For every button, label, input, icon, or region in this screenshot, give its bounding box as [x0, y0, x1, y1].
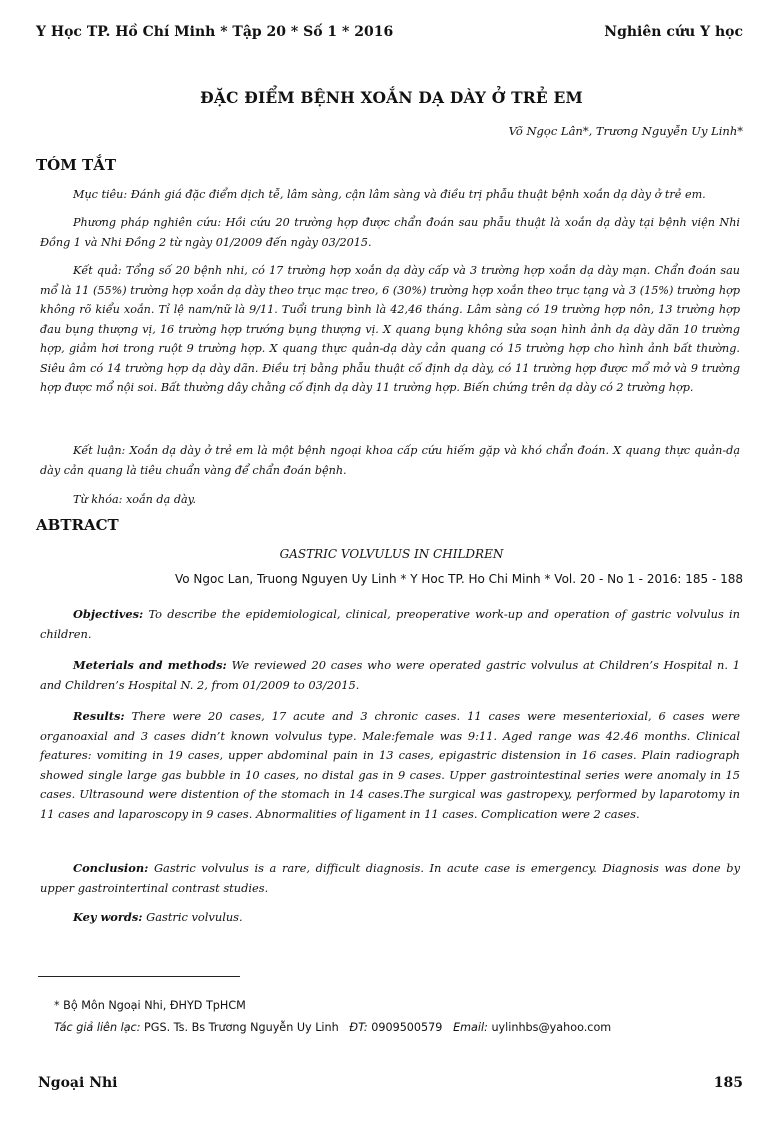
en-keywords-paragraph [40, 908, 740, 928]
contact-label: Tác giả liên lạc: [54, 1021, 141, 1034]
phone-label: ĐT: [349, 1021, 368, 1034]
vn-results-text: Tổng số 20 bệnh nhi, có 17 trường hợp xoắn dạ dày cấp và 3 trường hợp xoắn dạ dày mạn. Chẩn đoán sau mổ là 11 (55%) trường hợp xoắn dạ dày theo trục mạc treo, 6 (30%) trường hợp xoắn theo trục tạng và 3 (15%) trường hợp không rõ kiểu xoắn. Tỉ lệ nam/nữ là 9/11. Tuổi trung bình là 42,46 tháng. Lâm sàng có 19 trường hợp nôn, 13 trường hợp đau bụng thượng vị, 16 trường hợp trướng bụng thượng vị. X quang bụng không sửa soạn hình ảnh dạ dày dãn 10 trường hợp, giảm hơi trong ruột 9 trường hợp. X quang thực quản-dạ dày cản quang có 15 trường hợp cho hình ảnh bất thường. Siêu âm có 14 trường hợp dạ dày dãn. Điều trị bằng phẫu thuật cố định dạ dày, có 11 trường hợp được mổ mở và 9 trường hợp được mổ nội soi. Bất thường dây chằng cố định dạ dày 11 trường hợp. Biến chứng trên dạ dày có 2 trường hợp. [40, 264, 740, 394]
contact-email: uylinhbs@yahoo.com [491, 1021, 612, 1034]
en-citation: Vo Ngoc Lan, Truong Nguyen Uy Linh * Y Hoc TP. Ho Chi Minh * Vol. 20 - No 1 - 2016: 185 - 188 [175, 572, 743, 586]
en-objectives-label: Objectives: [73, 607, 144, 621]
vn-conclusion-text: Xoắn dạ dày ở trẻ em là một bệnh ngoại khoa cấp cứu hiếm gặp và khó chẩn đoán. X quang thực quản-dạ dày cản quang là tiêu chuẩn vàng để chẩn đoán bệnh. [40, 444, 740, 477]
vn-conclusion-label: Kết luận: [73, 444, 126, 457]
en-abstract-heading: ABTRACT [36, 516, 119, 534]
running-header [36, 24, 743, 46]
vn-objective-text: Đánh giá đặc điểm dịch tễ, lâm sàng, cận lâm sàng và điều trị phẫu thuật bệnh xoắn dạ dày ở trẻ em. [130, 188, 706, 201]
en-objectives-paragraph [40, 605, 740, 644]
vn-keywords-text: xoắn dạ dày. [125, 493, 197, 506]
en-methods-label: Meterials and methods: [73, 658, 227, 672]
contact-phone: 0909500579 [371, 1021, 443, 1034]
en-article-title: GASTRIC VOLVULUS IN CHILDREN [279, 547, 504, 561]
vn-methods-paragraph [40, 213, 740, 252]
vn-results-label: Kết quả: [73, 264, 122, 277]
article-title: ĐẶC ĐIỂM BỆNH XOẮN DẠ DÀY Ở TRẺ EM [200, 88, 583, 107]
vn-objective-paragraph [40, 185, 740, 205]
email-label: Email: [453, 1021, 488, 1034]
footer-section: Ngoại Nhi [38, 1075, 118, 1091]
en-keywords-label: Key words: [73, 910, 143, 924]
footnote-divider [38, 976, 240, 977]
vn-results-paragraph [40, 261, 740, 398]
en-methods-paragraph [40, 656, 740, 695]
en-methods-text: We reviewed 20 cases who were operated gastric volvulus at Children’s Hospital n. 1 and Children’s Hospital N. 2, from 01/2009 to 03/2015. [40, 658, 741, 692]
footnote-contact [54, 1021, 611, 1034]
en-conclusion-text: Gastric volvulus is a rare, difficult diagnosis. In acute case is emergency. Diagnosis was done by upper gastrointertinal contrast studies. [40, 861, 741, 895]
contact-name: PGS. Ts. Bs Trương Nguyễn Uy Linh [144, 1021, 339, 1034]
article-authors: Võ Ngọc Lân*, Trương Nguyễn Uy Linh* [508, 124, 743, 138]
en-results-label: Results: [73, 709, 125, 723]
en-results-text: There were 20 cases, 17 acute and 3 chronic cases. 11 cases were mesenterioxial, 6 cases were organoaxial and 3 cases didn’t known volvulus type. Male:female was 9:11. Aged range was 42.46 months. Clinical features: vomiting in 19 cases, upper abdominal pain in 13 cases, epigastric distension in 16 cases. Plain radiograph showed single large gas bubble in 10 cases, no distal gas in 9 cases. Upper gastrointestinal series were anomaly in 15 cases. Ultrasound were distention of the stomach in 14 cases.The surgical was gastropexy, performed by laparotomy in 11 cases and laparoscopy in 9 cases. Abnormalities of ligament in 11 cases. Complication were 2 cases. [40, 709, 740, 821]
vn-abstract-heading: TÓM TẮT [36, 156, 117, 174]
journal-section: Nghiên cứu Y học [604, 24, 743, 40]
vn-methods-label: Phương pháp nghiên cứu: [73, 216, 222, 229]
vn-methods-text: Hồi cứu 20 trường hợp được chẩn đoán sau phẫu thuật là xoắn dạ dày tại bệnh viện Nhi Đồng 1 và Nhi Đồng 2 từ ngày 01/2009 đến ngày 03/2015. [40, 216, 740, 249]
journal-name: Y Học TP. Hồ Chí Minh * Tập 20 * Số 1 * 2016 [36, 24, 394, 40]
vn-conclusion-paragraph [40, 441, 740, 480]
vn-keywords-label: Từ khóa: [73, 493, 123, 506]
vn-keywords-paragraph [40, 490, 740, 510]
vn-objective-label: Mục tiêu: [73, 188, 128, 201]
en-objectives-text: To describe the epidemiological, clinical, preoperative work-up and operation of gastric volvulus in children. [40, 607, 740, 641]
en-results-paragraph [40, 707, 740, 825]
page-number: 185 [713, 1075, 743, 1091]
en-conclusion-paragraph [40, 859, 740, 898]
en-keywords-text: Gastric volvulus. [146, 910, 243, 924]
footnote-affiliation: * Bộ Môn Ngoại Nhi, ĐHYD TpHCM [54, 999, 246, 1012]
en-conclusion-label: Conclusion: [73, 861, 149, 875]
